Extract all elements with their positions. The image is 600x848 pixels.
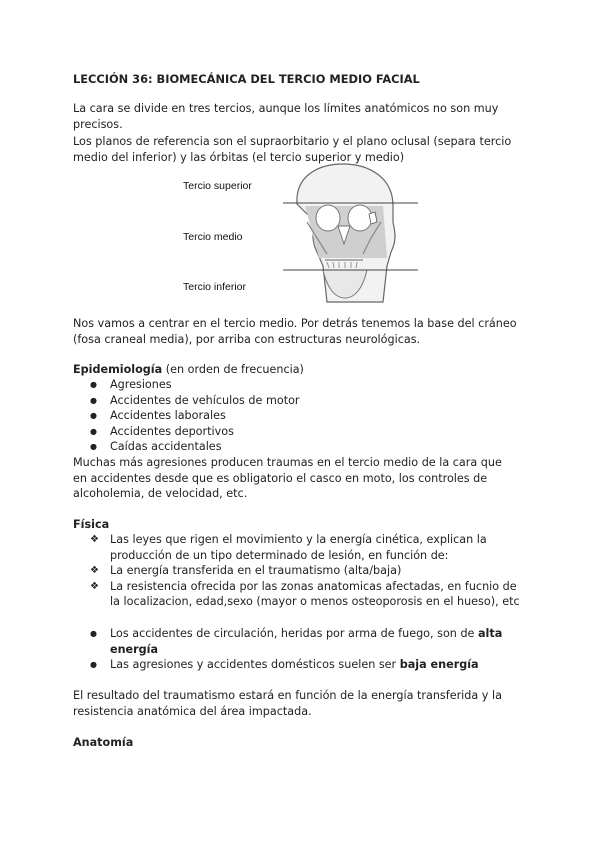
- list-item: ● Accidentes de vehículos de motor: [73, 393, 513, 409]
- label-tercio-superior: Tercio superior: [183, 180, 252, 192]
- label-tercio-inferior: Tercio inferior: [183, 281, 247, 293]
- label-tercio-medio: Tercio medio: [183, 231, 243, 243]
- list-item: ❖ La energía transferida en el traumatismo (alta/baja): [73, 563, 521, 579]
- intro-paragraph-1: La cara se divide en tres tercios, aunque los límites anatómicos no son muy precisos.: [73, 102, 499, 131]
- list-item: [73, 626, 513, 657]
- list-item: ❖ Las leyes que rigen el movimiento y la energía cinética, explican la producción de un tipo determinado de lesión, en función de:: [73, 532, 521, 563]
- physics-list: [73, 532, 521, 610]
- epidemiology-heading: [73, 362, 304, 378]
- epidemiology-note: (en orden de frecuencia): [162, 363, 304, 376]
- list-item: ● Agresiones: [73, 377, 513, 393]
- after-figure-paragraph: Nos vamos a centrar en el tercio medio. Por detrás tenemos la base del cráneo (fosa craneal media), por arriba con estructuras neurológicas.: [73, 317, 517, 346]
- list-item: ● Accidentes laborales: [73, 408, 513, 424]
- lesson-title: LECCIÓN 36: BIOMECÁNICA DEL TERCIO MEDIO FACIAL: [73, 72, 420, 86]
- epidemiology-list: [73, 377, 513, 455]
- physics-heading: Física: [73, 518, 110, 531]
- face-thirds-figure: [73, 162, 533, 312]
- list-item: [73, 657, 513, 673]
- energy-bold: baja energía: [399, 658, 479, 672]
- anatomy-heading: Anatomía: [73, 736, 134, 749]
- intro-paragraph-2: Los planos de referencia son el supraorbitario y el plano oclusal (separa tercio medio del inferior) y las órbitas (el tercio superior y medio): [73, 135, 512, 164]
- list-item: ❖ La resistencia ofrecida por las zonas anatomicas afectadas, en fucnio de la localizacion, edad,sexo (mayor o menos osteoporosis en el hueso), etc: [73, 579, 521, 610]
- epidemiology-paragraph: Muchas más agresiones producen traumas en el tercio medio de la cara que en accidentes desde que es obligatorio el casco en moto, los controles de alcoholemia, de velocidad, etc.: [73, 456, 502, 501]
- list-item: ● Accidentes deportivos: [73, 424, 513, 440]
- energy-text: Los accidentes de circulación, heridas por arma de fuego, son de: [110, 627, 478, 640]
- energy-bold: alta energía: [110, 627, 503, 656]
- energy-list: [73, 626, 513, 673]
- energy-text: Las agresiones y accidentes domésticos suelen ser: [110, 658, 400, 672]
- result-paragraph: El resultado del traumatismo estará en función de la energía transferida y la resistencia anatómica del área impactada.: [73, 689, 502, 718]
- epidemiology-title: Epidemiología: [73, 363, 163, 376]
- skull-icon: [283, 162, 423, 312]
- list-item: ● Caídas accidentales: [73, 439, 513, 455]
